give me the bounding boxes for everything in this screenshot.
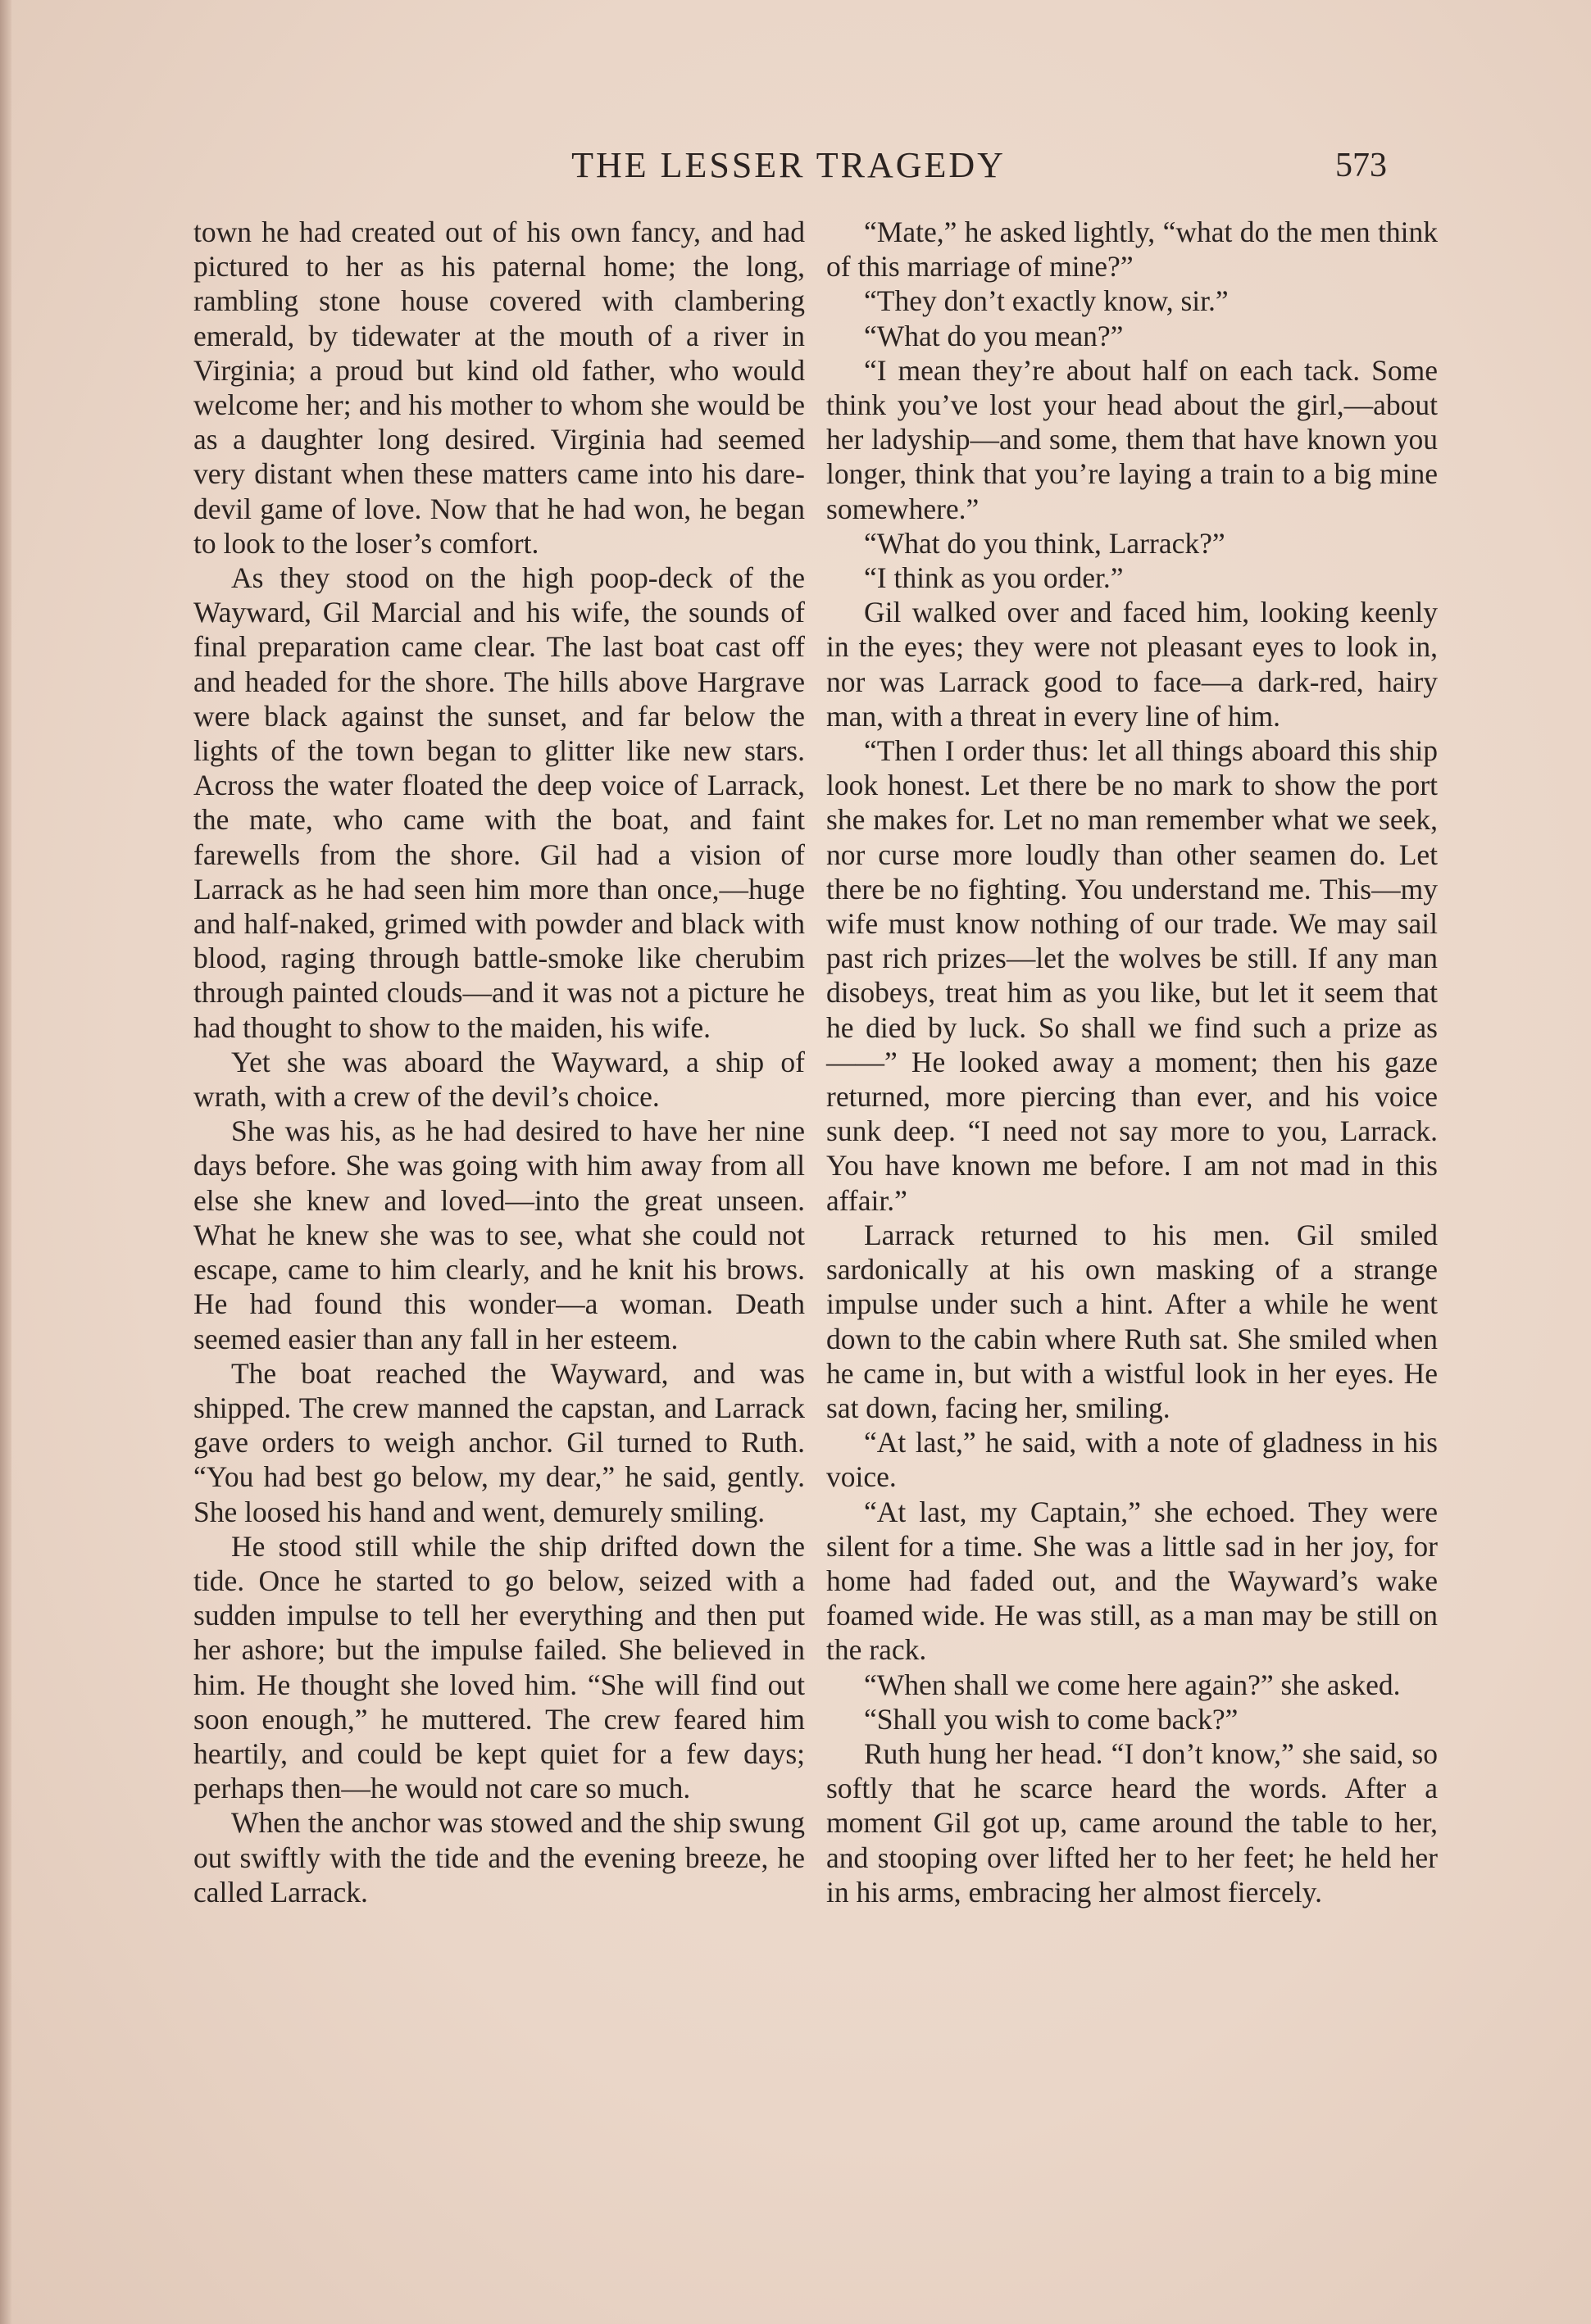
page-number: 573: [1335, 147, 1387, 184]
paragraph: She was his, as he had desired to have her nine days before. She was going with him away from all else she knew and loved—into the great unseen. What he knew she was to see, what she could not escape, came to him clearly, and he knit his brows. He had found this wonder—a woman. Death seemed easier than any fall in her esteem.: [193, 1114, 805, 1355]
paragraph: “What do you mean?”: [864, 319, 1124, 352]
running-title: THE LESSER TRAGEDY: [571, 145, 1006, 185]
paragraph: “I think as you order.”: [864, 561, 1124, 595]
left-column: [193, 215, 805, 1909]
paragraph: town he had created out of his own fancy, and had pictured to her as his paternal home; the long, rambling stone house covered with clambering emerald, by tidewater at the mouth of a river in Virginia; a proud but kind old father, who would welcome her; and his mother to whom she would be as a daughter long desired. Virginia had seemed very distant when these matters came into his dare-devil game of love. Now that he had won, he began to look to the loser’s comfort.: [193, 216, 805, 560]
paragraph: “At last, my Captain,” she echoed. They were silent for a time. She was a little sad in her joy, for home had faded out, and the Wayward’s wake foamed wide. He was still, as a man may be still on the rack.: [826, 1495, 1438, 1667]
paragraph: He stood still while the ship drifted down the tide. Once he started to go below, seized with a sudden impulse to tell her everything and then put her ashore; but the impulse failed. She believed in him. He thought she loved him. “She will find out soon enough,” he muttered. The crew feared him heartily, and could be kept quiet for a few days; perhaps then—he would not care so much.: [193, 1529, 805, 1805]
paragraph: “I mean they’re about half on each tack. Some think you’ve lost your head about the girl,—about her ladyship—and some, them that have known you longer, think that you’re laying a train to a big mine somewhere.”: [826, 353, 1438, 525]
paragraph: Larrack returned to his men. Gil smiled sardonically at his own masking of a strange impulse under such a hint. After a while he went down to the cabin where Ruth sat. She smiled when he came in, but with a wistful look in her eyes. He sat down, facing her, smiling.: [826, 1218, 1438, 1424]
paragraph: Yet she was aboard the Wayward, a ship of wrath, with a crew of the devil’s choice.: [193, 1045, 805, 1114]
paragraph: When the anchor was stowed and the ship swung out swiftly with the tide and the evening breeze, he called Larrack.: [193, 1806, 805, 1909]
paragraph: Ruth hung her head. “I don’t know,” she said, so softly that he scarce heard the words. After a moment Gil got up, came around the table to her, and stooping over lifted her to her feet; he held her in his arms, embracing her almost fiercely.: [826, 1736, 1438, 1909]
paragraph: “What do you think, Larrack?”: [864, 526, 1225, 560]
paragraph: As they stood on the high poop-deck of the Wayward, Gil Marcial and his wife, the sounds of final preparation came clear. The last boat cast off and headed for the shore. The hills above Hargrave were black against the sunset, and far below the lights of the town began to glitter like new stars. Across the water floated the deep voice of Larrack, the mate, who came with the boat, and faint farewells from the shore. Gil had a vision of Larrack as he had seen him more than once,—huge and half-naked, grimed with powder and black with blood, raging through battle-smoke like cherubim through painted clouds—and it was not a picture he had thought to show to the maiden, his wife.: [193, 561, 805, 1044]
page-header: [190, 141, 1387, 190]
paragraph: Gil walked over and faced him, looking keenly in the eyes; they were not pleasant eyes to look in, nor was Larrack good to face—a dark-red, hairy man, with a threat in every line of him.: [826, 596, 1438, 733]
page-spine-shadow: [0, 0, 11, 2324]
paragraph: “When shall we come here again?” she asked.: [864, 1668, 1401, 1701]
paragraph: “Shall you wish to come back?”: [864, 1702, 1239, 1736]
paragraph: “They don’t exactly know, sir.”: [864, 284, 1229, 318]
paragraph: “Then I order thus: let all things aboard this ship look honest. Let there be no mark to show the port she makes for. Let no man remember what we seek, nor curse more loudly than other seamen do. Let there be no fighting. You understand me. This—my wife must know nothing of our trade. We may sail past rich prizes—let the wolves be still. If any man disobeys, treat him as you like, but let it seem that he died by luck. So shall we find such a prize as——” He looked away a moment; then his gaze returned, more piercing than ever, and his voice sunk deep. “I need not say more to you, Larrack. You have known me before. I am not mad in this affair.”: [826, 734, 1438, 1217]
paragraph: “Mate,” he asked lightly, “what do the men think of this marriage of mine?”: [826, 216, 1438, 284]
paragraph: The boat reached the Wayward, and was shipped. The crew manned the capstan, and Larrack gave orders to weigh anchor. Gil turned to Ruth. “You had best go below, my dear,” he said, gently. She loosed his hand and went, demurely smiling.: [193, 1356, 805, 1528]
paragraph: “At last,” he said, with a note of gladness in his voice.: [826, 1426, 1438, 1494]
right-column: [826, 215, 1438, 1909]
